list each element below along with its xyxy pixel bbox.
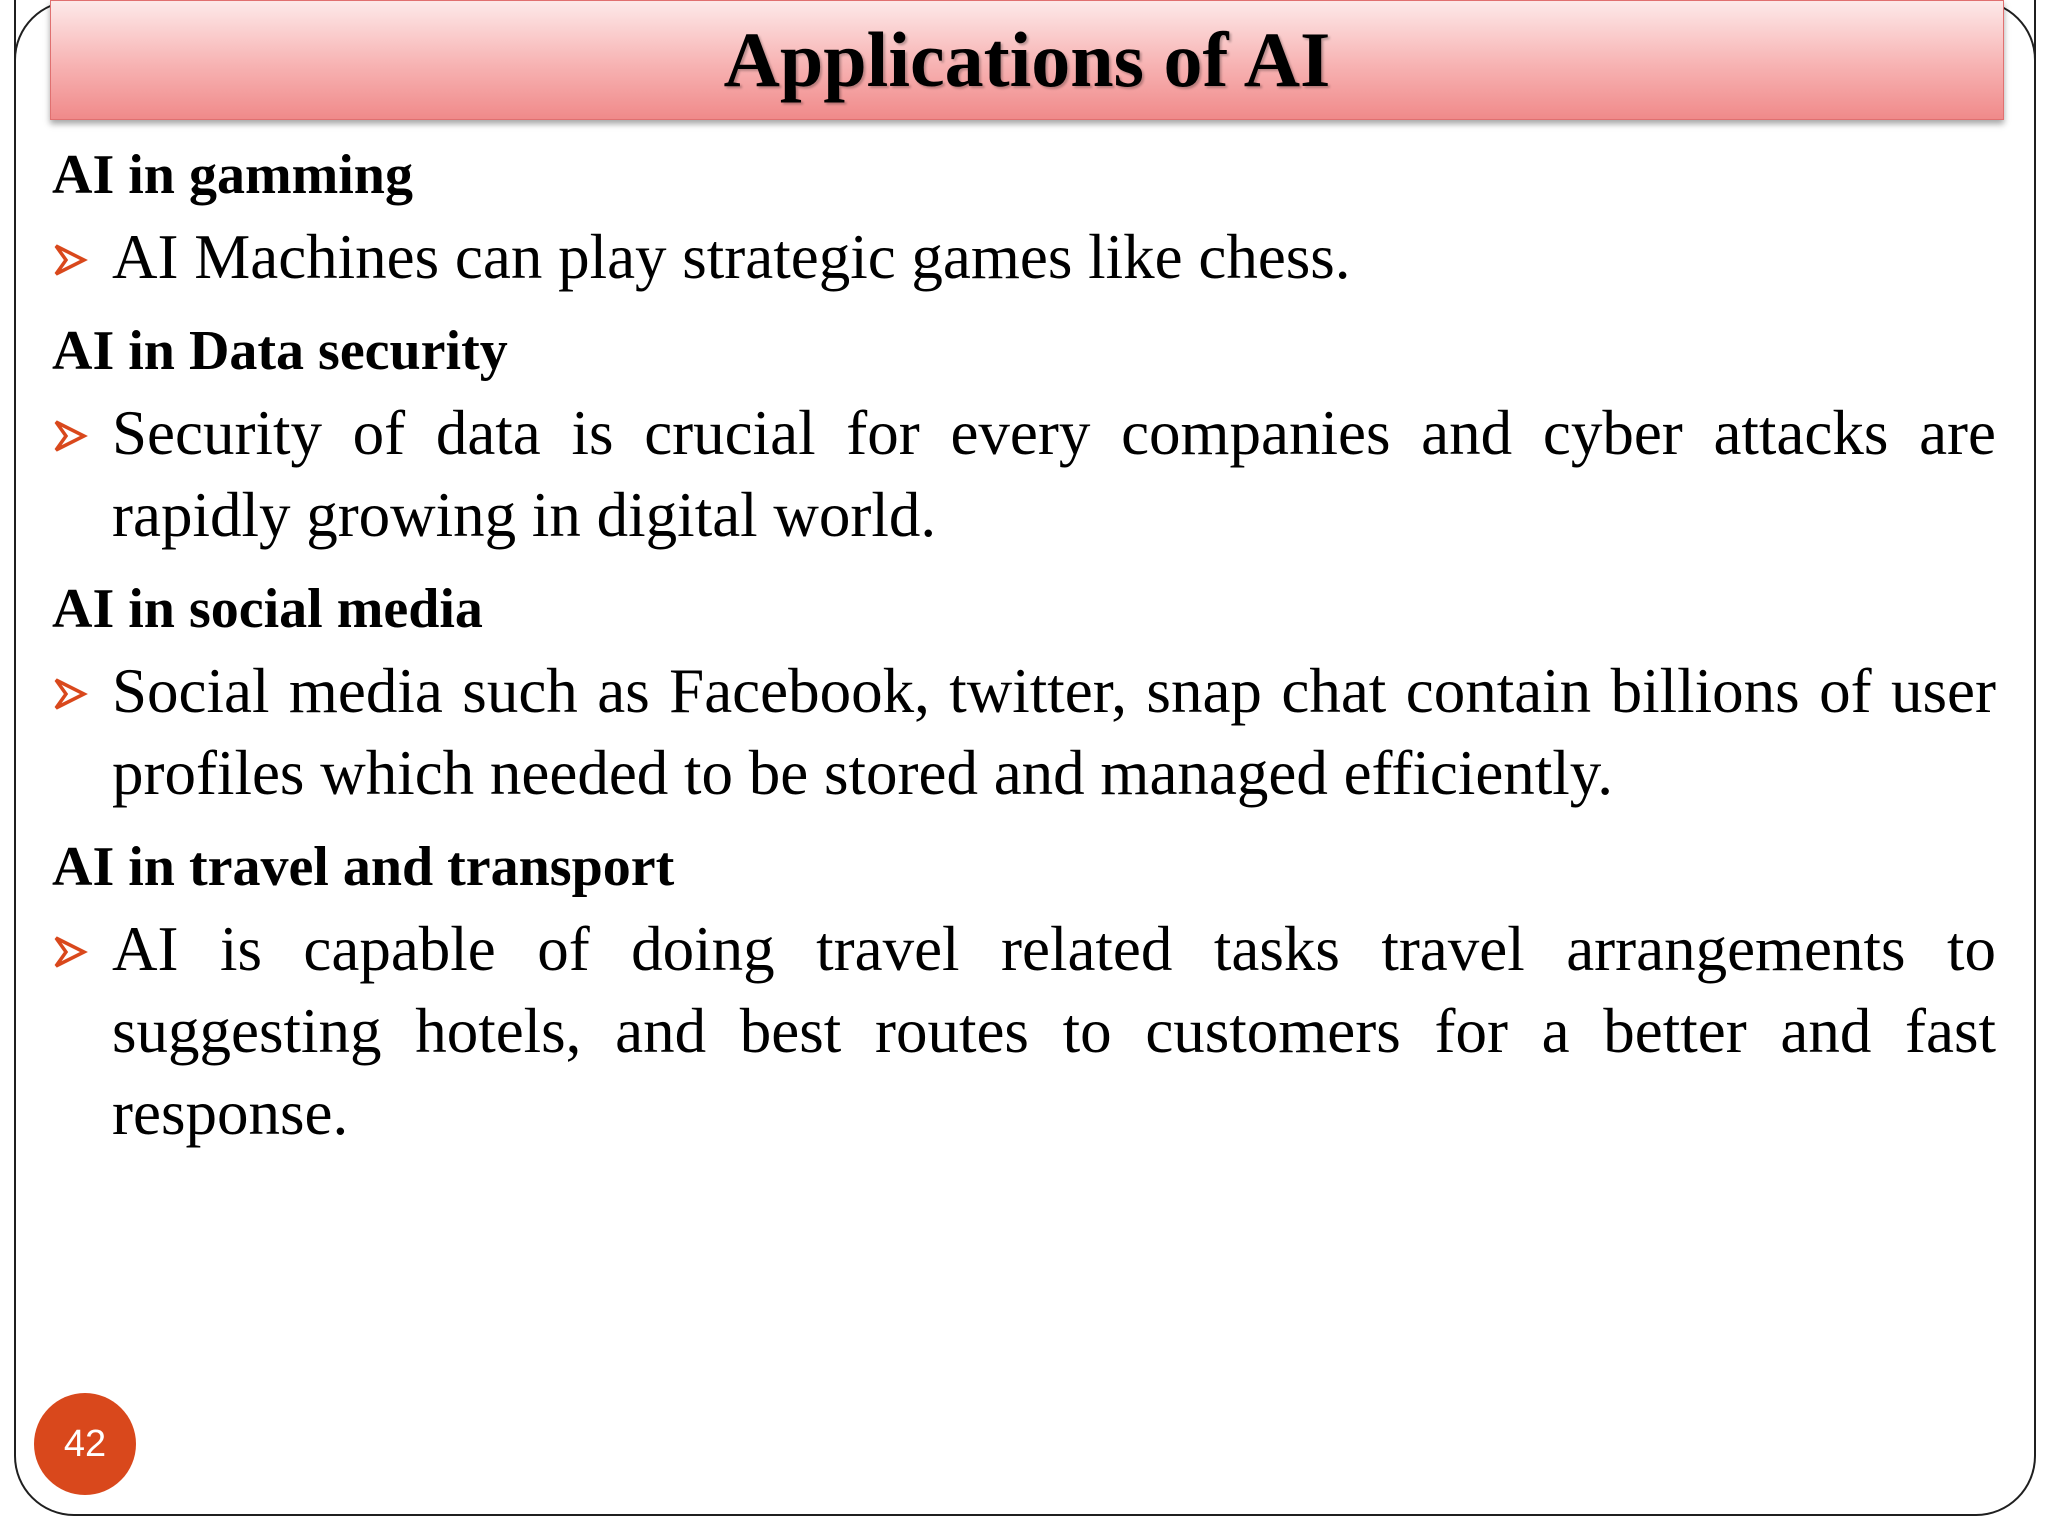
- bullet-text: Social media such as Facebook, twitter, snap chat contain billions of user profiles which needed to be stored and managed efficiently.: [112, 656, 1996, 808]
- arrowhead-bullet-icon: [52, 650, 112, 712]
- section-data-security: [52, 310, 1996, 568]
- bullet-item: [52, 392, 1996, 568]
- bullet-text: Security of data is crucial for every companies and cyber attacks are rapidly growing in digital world.: [112, 398, 1996, 550]
- bullet-item: [52, 650, 1996, 826]
- bullet-item: [52, 216, 1996, 310]
- bullet-item: [52, 908, 1996, 1166]
- page-number: 42: [63, 1422, 107, 1465]
- section-heading: AI in social media: [52, 578, 483, 640]
- section-travel-transport: [52, 826, 1996, 1166]
- arrowhead-bullet-icon: [52, 392, 112, 454]
- bullet-text: AI is capable of doing travel related tasks travel arrangements to suggesting hotels, and best routes to customers for a better and fast response.: [112, 914, 1996, 1148]
- bullet-text: AI Machines can play strategic games like chess.: [112, 222, 1351, 292]
- page-number-badge: [34, 1393, 136, 1495]
- slide-content: [52, 134, 1996, 1166]
- section-gaming: [52, 134, 1996, 310]
- section-heading: AI in gamming: [52, 144, 413, 206]
- section-social-media: [52, 568, 1996, 826]
- section-heading: AI in travel and transport: [52, 836, 675, 898]
- slide-title: Applications of AI: [723, 16, 1331, 103]
- title-bar: [50, 0, 2004, 120]
- section-heading: AI in Data security: [52, 320, 508, 382]
- arrowhead-bullet-icon: [52, 908, 112, 970]
- arrowhead-bullet-icon: [52, 216, 112, 278]
